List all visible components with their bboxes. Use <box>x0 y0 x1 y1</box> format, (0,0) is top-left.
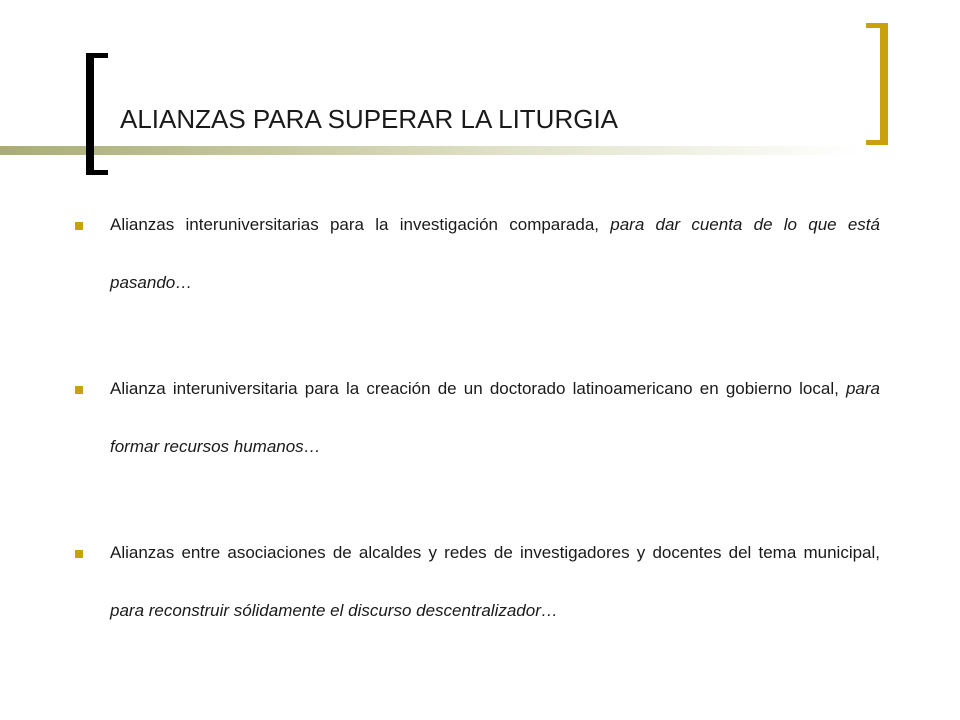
bullet-item <box>75 196 880 312</box>
bullet-emphasis-text: para dar cuenta de lo que está pasando… <box>110 215 880 292</box>
left-bracket-ornament <box>86 53 108 175</box>
bullet-plain-text: Alianzas entre asociaciones de alcaldes y redes de investigadores y docentes del tema municipal, <box>110 543 880 562</box>
square-bullet-icon <box>75 386 83 394</box>
bullet-emphasis-text: para reconstruir sólidamente el discurso descentralizador… <box>110 601 558 620</box>
right-bracket-ornament <box>866 23 888 145</box>
bullet-text <box>110 379 880 456</box>
bullet-text <box>110 215 880 292</box>
header-gradient-rule <box>0 146 860 155</box>
bullet-plain-text: Alianzas interuniversitarias para la investigación comparada, <box>110 215 611 234</box>
bullet-text <box>110 543 880 620</box>
bullet-item <box>75 524 880 640</box>
bullet-item <box>75 360 880 476</box>
bullet-plain-text: Alianza interuniversitaria para la creación de un doctorado latinoamericano en gobierno local, <box>110 379 846 398</box>
bullet-list <box>75 196 880 688</box>
square-bullet-icon <box>75 222 83 230</box>
square-bullet-icon <box>75 550 83 558</box>
slide-title: ALIANZAS PARA SUPERAR LA LITURGIA <box>120 104 619 134</box>
bullet-emphasis-text: para formar recursos humanos… <box>110 379 880 456</box>
